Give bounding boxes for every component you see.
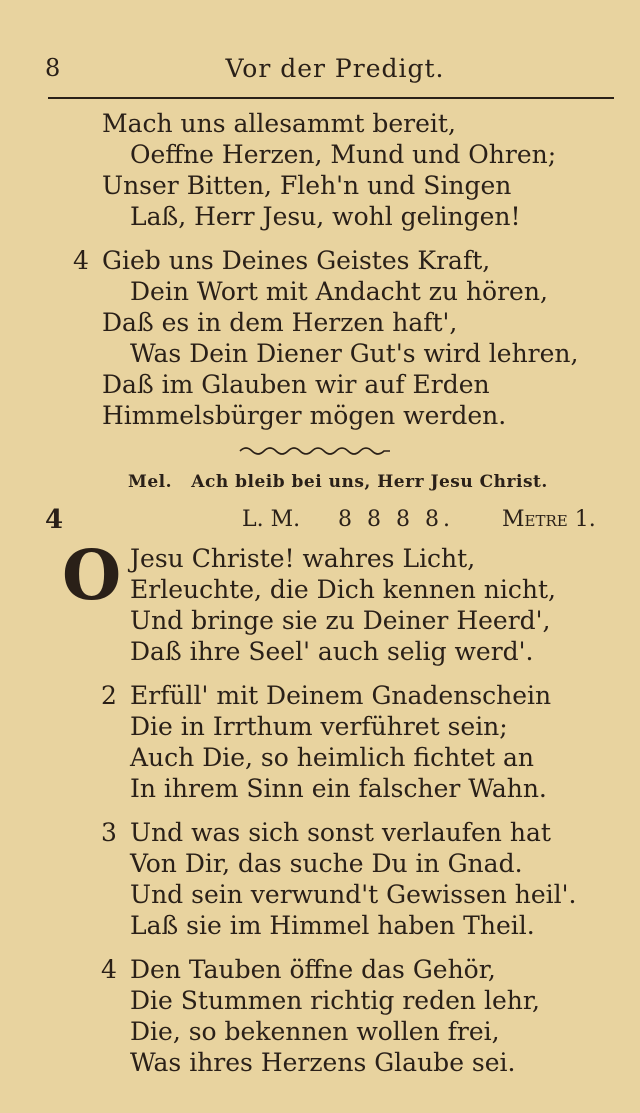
- stanza-line: Auch Die, so heimlich fichtet an: [130, 743, 535, 772]
- stanza-line: Oeffne Herzen, Mund und Ohren;: [130, 140, 557, 169]
- stanza-line: Die, so bekennen wollen frei,: [130, 1017, 500, 1046]
- page-number: 8: [45, 54, 61, 82]
- page-header: [0, 50, 640, 90]
- stanza-line: Was Dein Diener Gut's wird lehren,: [130, 339, 579, 368]
- stanza-line: Die Stummen richtig reden lehr,: [130, 986, 540, 1015]
- stanza-line: Unser Bitten, Fleh'n und Singen: [102, 171, 512, 200]
- stanza-line: Daß ihre Seel' auch selig werd'.: [130, 637, 534, 666]
- stanza-line: Laß, Herr Jesu, wohl gelingen!: [130, 202, 521, 231]
- stanza-line: Die in Irrthum verführet sein;: [130, 712, 508, 741]
- running-title: Vor der Predigt.: [225, 54, 445, 83]
- stanza-line: Und was sich sonst verlaufen hat: [130, 818, 551, 847]
- stanza-line: Laß sie im Himmel haben Theil.: [130, 911, 535, 940]
- melody-tune: Ach bleib bei uns, Herr Jesu Christ.: [191, 472, 548, 492]
- stanza-line: Daß es in dem Herzen haft',: [102, 308, 458, 337]
- hymn-heading: [0, 505, 640, 539]
- verse-number: 3: [101, 818, 117, 847]
- stanza-line: In ihrem Sinn ein falscher Wahn.: [130, 774, 547, 803]
- ornament-divider-icon: [238, 442, 392, 460]
- stanza-line: Himmelsbürger mögen werden.: [102, 401, 507, 430]
- stanza-line: Gieb uns Deines Geistes Kraft,: [102, 246, 491, 275]
- meter-label: L. M.: [242, 507, 301, 532]
- stanza-line: Mach uns allesammt bereit,: [102, 109, 456, 138]
- stanza-line: Von Dir, das suche Du in Gnad.: [130, 849, 523, 878]
- stanza-line: Jesu Christe! wahres Licht,: [130, 544, 476, 573]
- melody-line: [128, 472, 548, 492]
- stanza-line: Erleuchte, die Dich kennen nicht,: [130, 575, 556, 604]
- stanza-line: Erfüll' mit Deinem Gnadenschein: [130, 681, 552, 710]
- stanza-line: Den Tauben öffne das Gehör,: [130, 955, 496, 984]
- stanza-line: Was ihres Herzens Glaube sei.: [130, 1048, 516, 1077]
- stanza-line: Und bringe sie zu Deiner Heerd',: [130, 606, 551, 635]
- hymn-number: 4: [45, 505, 64, 535]
- syllable-count: 8 8 8 8.: [338, 507, 454, 532]
- stanza-line: Dein Wort mit Andacht zu hören,: [130, 277, 548, 306]
- header-rule: [48, 97, 614, 99]
- drop-cap: O: [62, 536, 122, 616]
- metre-label: Metre 1.: [502, 507, 596, 532]
- stanza-line: Daß im Glauben wir auf Erden: [102, 370, 490, 399]
- verse-number: 2: [101, 681, 117, 710]
- verse-number: 4: [101, 955, 117, 984]
- stanza-line: Und sein verwund't Gewissen heil'.: [130, 880, 577, 909]
- verse-number: 4: [73, 246, 89, 275]
- melody-label: Mel.: [128, 472, 173, 492]
